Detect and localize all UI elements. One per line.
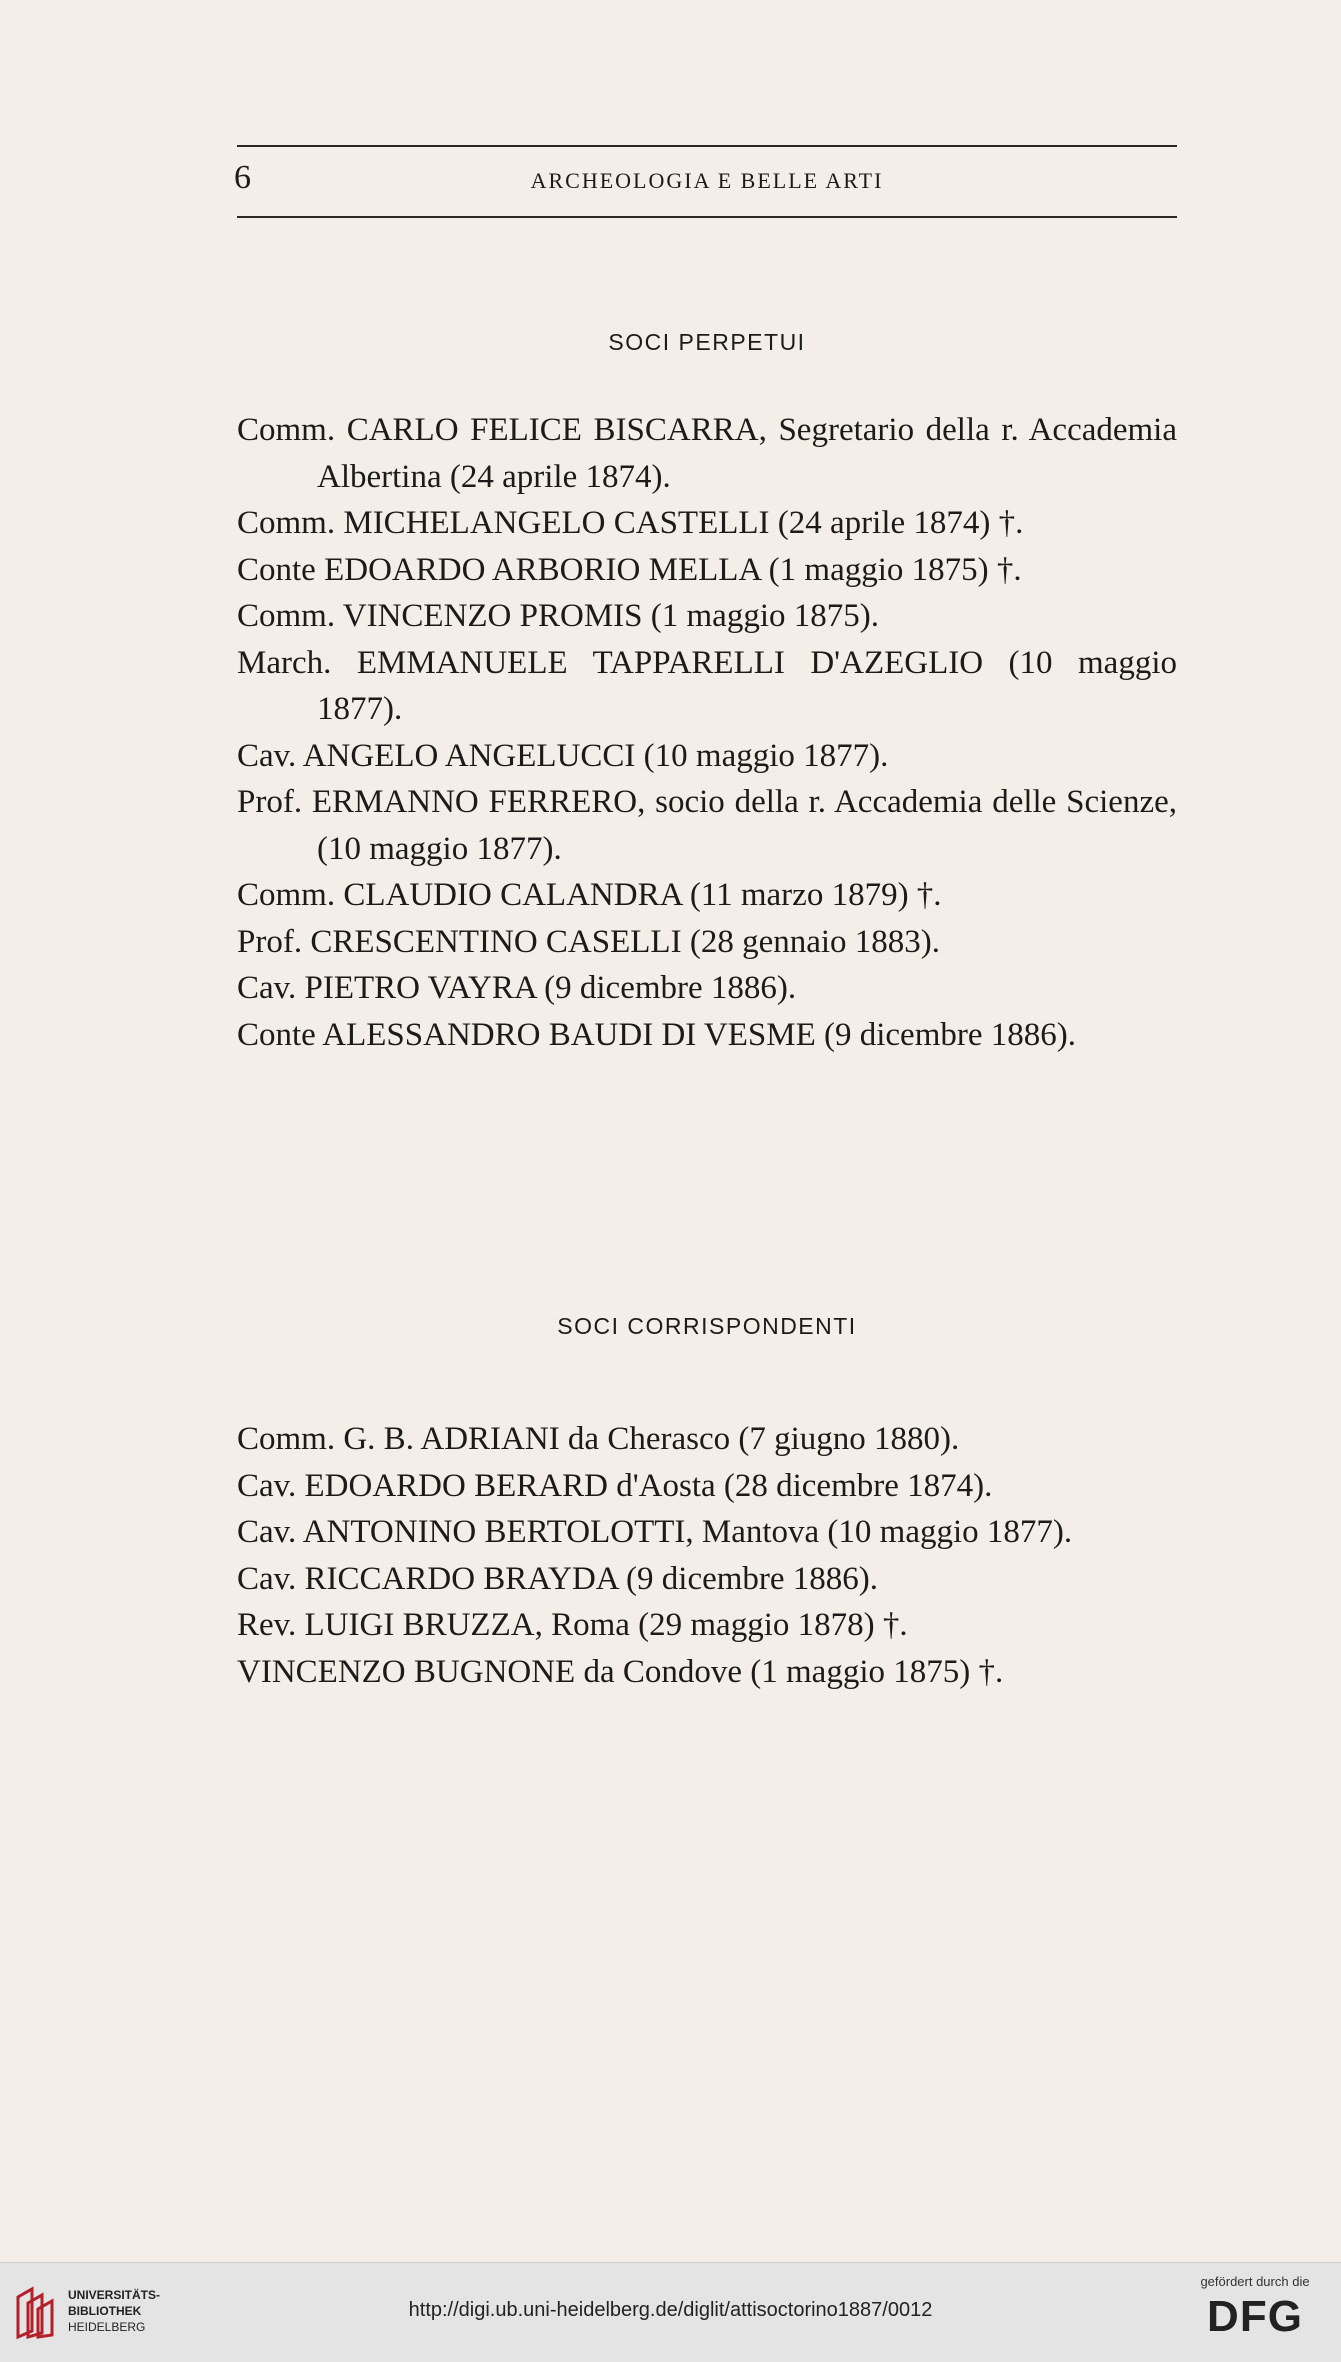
list-item: March. EMMANUELE TAPPARELLI D'AZEGLIO (10 maggio 1877). (237, 644, 1177, 727)
list-item: Comm. MICHELANGELO CASTELLI (24 aprile 1874) †. (237, 505, 1024, 541)
library-name-line: BIBLIOTHEK (68, 2304, 142, 2318)
list-item: Cav. ANTONINO BERTOLOTTI, Mantova (10 maggio 1877). (237, 1514, 1073, 1550)
list-item: VINCENZO BUGNONE da Condove (1 maggio 1875) †. (237, 1653, 1004, 1690)
running-head: ARCHEOLOGIA E BELLE ARTI (530, 168, 884, 193)
list-item: Prof. CRESCENTINO CASELLI (28 gennaio 1883). (237, 923, 941, 960)
library-name-line: UNIVERSITÄTS- (68, 2288, 161, 2302)
library-name-line: HEIDELBERG (68, 2320, 146, 2334)
header-rule-top (237, 145, 1177, 147)
list-item: Comm. G. B. ADRIANI da Cherasco (7 giugno 1880). (237, 1421, 960, 1457)
list-item: Rev. LUIGI BRUZZA, Roma (29 maggio 1878) †. (237, 1607, 908, 1643)
list-item: Cav. PIETRO VAYRA (9 dicembre 1886). (237, 970, 797, 1006)
list-item: Comm. CLAUDIO CALANDRA (11 marzo 1879) †. (237, 877, 942, 913)
section-title-soci-perpetui: SOCI PERPETUI (608, 329, 806, 355)
dfg-wordmark: DFG (1207, 2292, 1303, 2341)
viewer-footer (0, 2262, 1341, 2362)
list-item: Cav. EDOARDO BERARD d'Aosta (28 dicembre 1874). (237, 1467, 993, 1504)
section-title-soci-corrispondenti: SOCI CORRISPONDENTI (557, 1313, 857, 1339)
page-number: 6 (234, 159, 251, 196)
list-item: Conte EDOARDO ARBORIO MELLA (1 maggio 1875) †. (237, 551, 1022, 588)
list-item: Conte ALESSANDRO BAUDI DI VESME (9 dicembre 1886). (237, 1016, 1077, 1053)
dfg-logo[interactable] (1185, 2273, 1325, 2343)
funding-note: gefördert durch die (1200, 2274, 1310, 2289)
soci-corrispondenti-list (237, 1416, 1177, 1695)
list-item: Cav. RICCARDO BRAYDA (9 dicembre 1886). (237, 1560, 879, 1597)
soci-perpetui-list (237, 407, 1177, 1058)
page-url-link[interactable]: http://digi.ub.uni-heidelberg.de/diglit/attisoctorino1887/0012 (408, 2299, 933, 2321)
list-item: Comm. VINCENZO PROMIS (1 maggio 1875). (237, 598, 879, 634)
list-item: Prof. ERMANNO FERRERO, socio della r. Accademia delle Scienze, (10 maggio 1877). (237, 784, 1177, 867)
list-item: Comm. CARLO FELICE BISCARRA, Segretario della r. Accademia Albertina (24 aprile 1874). (237, 412, 1177, 495)
header-rule-bottom (237, 216, 1177, 218)
list-item: Cav. ANGELO ANGELUCCI (10 maggio 1877). (237, 737, 889, 774)
